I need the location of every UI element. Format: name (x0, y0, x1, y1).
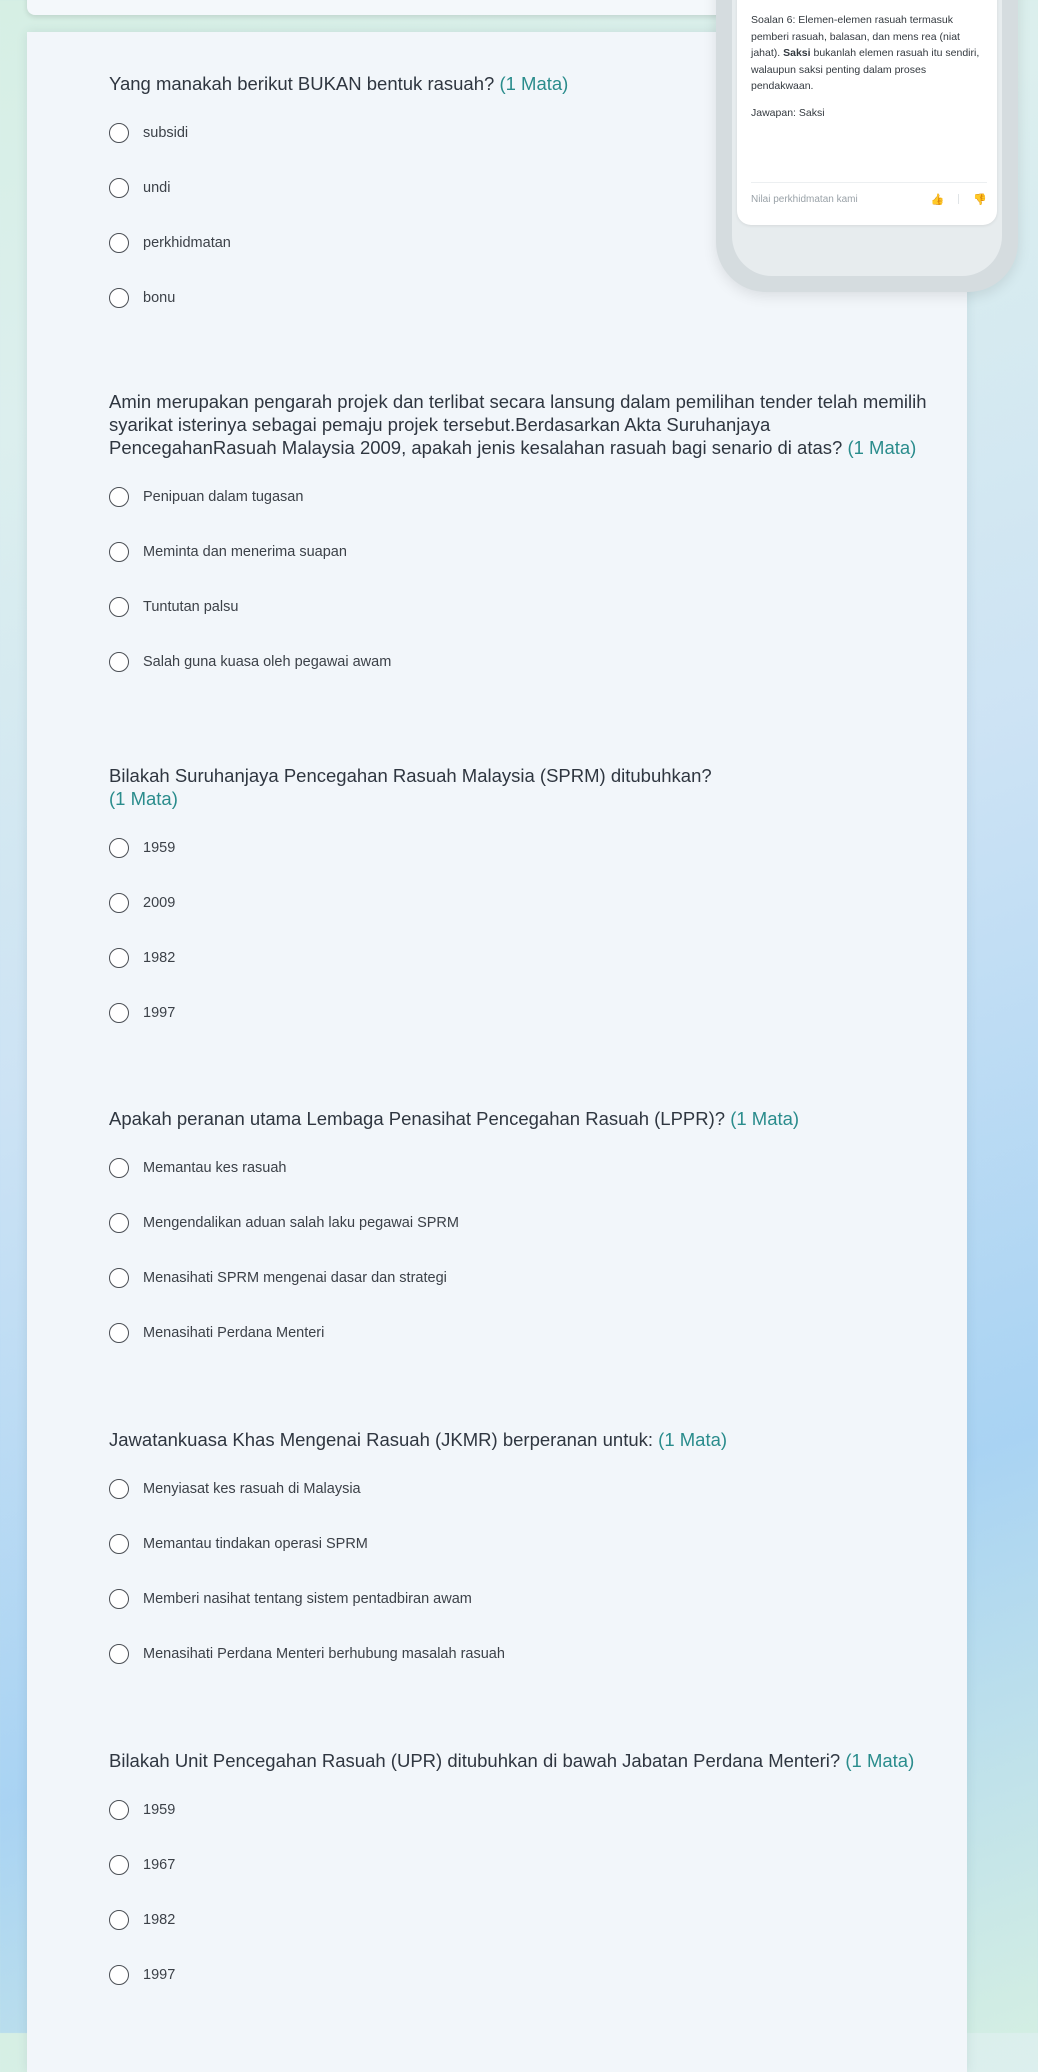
option-label: Menasihati Perdana Menteri berhubung masalah rasuah (143, 1646, 505, 1662)
question-points: (1 Mata) (730, 1108, 800, 1129)
question-2 (109, 390, 949, 674)
option-1959[interactable] (109, 1798, 949, 1822)
phone-frame (732, 0, 1002, 276)
radio-button[interactable] (109, 178, 129, 198)
option-label: 1997 (143, 1967, 176, 1983)
question-text: Jawatankuasa Khas Mengenai Rasuah (JKMR) berperanan untuk: (1 Mata) (109, 1429, 728, 1450)
option-mengendalikan-aduan[interactable] (109, 1211, 949, 1235)
question-points: (1 Mata) (499, 73, 569, 94)
radio-button[interactable] (109, 1855, 129, 1875)
question-6 (109, 1749, 949, 1987)
chat-explanation: Soalan 6: Elemen-elemen rasuah termasuk pemberi rasuah, balasan, dan mens rea (niat jahat). Saksi bukanlah elemen rasuah itu sendiri, walaupun saksi penting dalam proses pendakwaan. (751, 14, 980, 92)
option-1959[interactable] (109, 836, 949, 860)
option-label: 1959 (143, 1802, 176, 1818)
chat-content (751, 10, 987, 131)
option-label: bonu (143, 290, 176, 306)
phone-mockup (716, 0, 1018, 292)
question-points: (1 Mata) (109, 788, 178, 809)
radio-button[interactable] (109, 1158, 129, 1178)
rating-bar (751, 182, 987, 207)
option-memantau-operasi[interactable] (109, 1532, 949, 1556)
option-label: Menyiasat kes rasuah di Malaysia (143, 1481, 361, 1497)
thumbs-up-icon[interactable]: 👍 (930, 193, 945, 206)
option-label: Tuntutan palsu (143, 599, 239, 615)
radio-button[interactable] (109, 948, 129, 968)
option-1982[interactable] (109, 946, 949, 970)
radio-button[interactable] (109, 893, 129, 913)
option-meminta[interactable] (109, 540, 949, 564)
option-memantau-kes[interactable] (109, 1156, 949, 1180)
radio-button[interactable] (109, 1323, 129, 1343)
option-label: subsidi (143, 125, 189, 141)
question-text: Bilakah Suruhanjaya Pencegahan Rasuah Malaysia (SPRM) ditubuhkan? (1 Mata) (109, 765, 712, 809)
question-text: Amin merupakan pengarah projek dan terlibat secara lansung dalam pemilihan tender telah memilih syarikat isterinya sebagai pemaju projek tersebut.Berdasarkan Akta Suruhanjaya PencegahanRasuah Malaysia 2009, apakah jenis kesalahan rasuah bagi senario di atas? (1 Mata) (109, 391, 927, 458)
rating-divider (958, 194, 959, 204)
question-points: (1 Mata) (847, 437, 917, 458)
option-menasihati-sprm[interactable] (109, 1266, 949, 1290)
option-salah-guna[interactable] (109, 650, 949, 674)
option-label: 2009 (143, 895, 176, 911)
option-menasihati-pm-rasuah[interactable] (109, 1642, 949, 1666)
question-5 (109, 1428, 949, 1666)
phone-screen (737, 0, 997, 225)
option-label: Penipuan dalam tugasan (143, 489, 304, 505)
radio-button[interactable] (109, 1534, 129, 1554)
option-menyiasat[interactable] (109, 1477, 949, 1501)
radio-button[interactable] (109, 1910, 129, 1930)
question-text: Apakah peranan utama Lembaga Penasihat Pencegahan Rasuah (LPPR)? (1 Mata) (109, 1108, 800, 1129)
radio-button[interactable] (109, 123, 129, 143)
option-label: undi (143, 180, 171, 196)
radio-button[interactable] (109, 1800, 129, 1820)
option-2009[interactable] (109, 891, 949, 915)
option-label: Memberi nasihat tentang sistem pentadbiran awam (143, 1591, 472, 1607)
question-points: (1 Mata) (845, 1750, 915, 1771)
option-label: Menasihati SPRM mengenai dasar dan strategi (143, 1270, 447, 1286)
radio-button[interactable] (109, 597, 129, 617)
option-label: 1982 (143, 1912, 176, 1928)
option-label: Mengendalikan aduan salah laku pegawai SPRM (143, 1215, 459, 1231)
option-label: Salah guna kuasa oleh pegawai awam (143, 654, 392, 670)
quiz-card (27, 32, 967, 2072)
radio-button[interactable] (109, 233, 129, 253)
question-points: (1 Mata) (658, 1429, 728, 1450)
radio-button[interactable] (109, 542, 129, 562)
option-1997[interactable] (109, 1001, 949, 1025)
radio-button[interactable] (109, 1644, 129, 1664)
option-label: 1997 (143, 1005, 176, 1021)
option-label: 1967 (143, 1857, 176, 1873)
option-1982[interactable] (109, 1908, 949, 1932)
radio-button[interactable] (109, 1479, 129, 1499)
radio-button[interactable] (109, 838, 129, 858)
option-label: perkhidmatan (143, 235, 231, 251)
option-label: Menasihati Perdana Menteri (143, 1325, 325, 1341)
option-1997[interactable] (109, 1963, 949, 1987)
option-tuntutan[interactable] (109, 595, 949, 619)
thumbs-down-icon[interactable]: 👎 (973, 193, 987, 206)
option-label: Memantau tindakan operasi SPRM (143, 1536, 368, 1552)
radio-button[interactable] (109, 288, 129, 308)
radio-button[interactable] (109, 652, 129, 672)
radio-button[interactable] (109, 1003, 129, 1023)
option-penipuan[interactable] (109, 485, 949, 509)
radio-button[interactable] (109, 1213, 129, 1233)
question-4 (109, 1107, 949, 1345)
option-label: Memantau kes rasuah (143, 1160, 287, 1176)
option-memberi-nasihat[interactable] (109, 1587, 949, 1611)
question-3 (109, 764, 949, 1025)
option-label: 1959 (143, 840, 176, 856)
option-menasihati-pm[interactable] (109, 1321, 949, 1345)
option-label: 1982 (143, 950, 176, 966)
radio-button[interactable] (109, 487, 129, 507)
radio-button[interactable] (109, 1268, 129, 1288)
question-text: Yang manakah berikut BUKAN bentuk rasuah? (1 Mata) (109, 73, 569, 94)
option-1967[interactable] (109, 1853, 949, 1877)
radio-button[interactable] (109, 1589, 129, 1609)
chat-answer: Jawapan: Saksi (751, 106, 825, 119)
question-text: Bilakah Unit Pencegahan Rasuah (UPR) ditubuhkan di bawah Jabatan Perdana Menteri? (1 Mata) (109, 1750, 915, 1771)
radio-button[interactable] (109, 1965, 129, 1985)
rating-label: Nilai perkhidmatan kami (751, 193, 858, 205)
option-label: Meminta dan menerima suapan (143, 544, 347, 560)
